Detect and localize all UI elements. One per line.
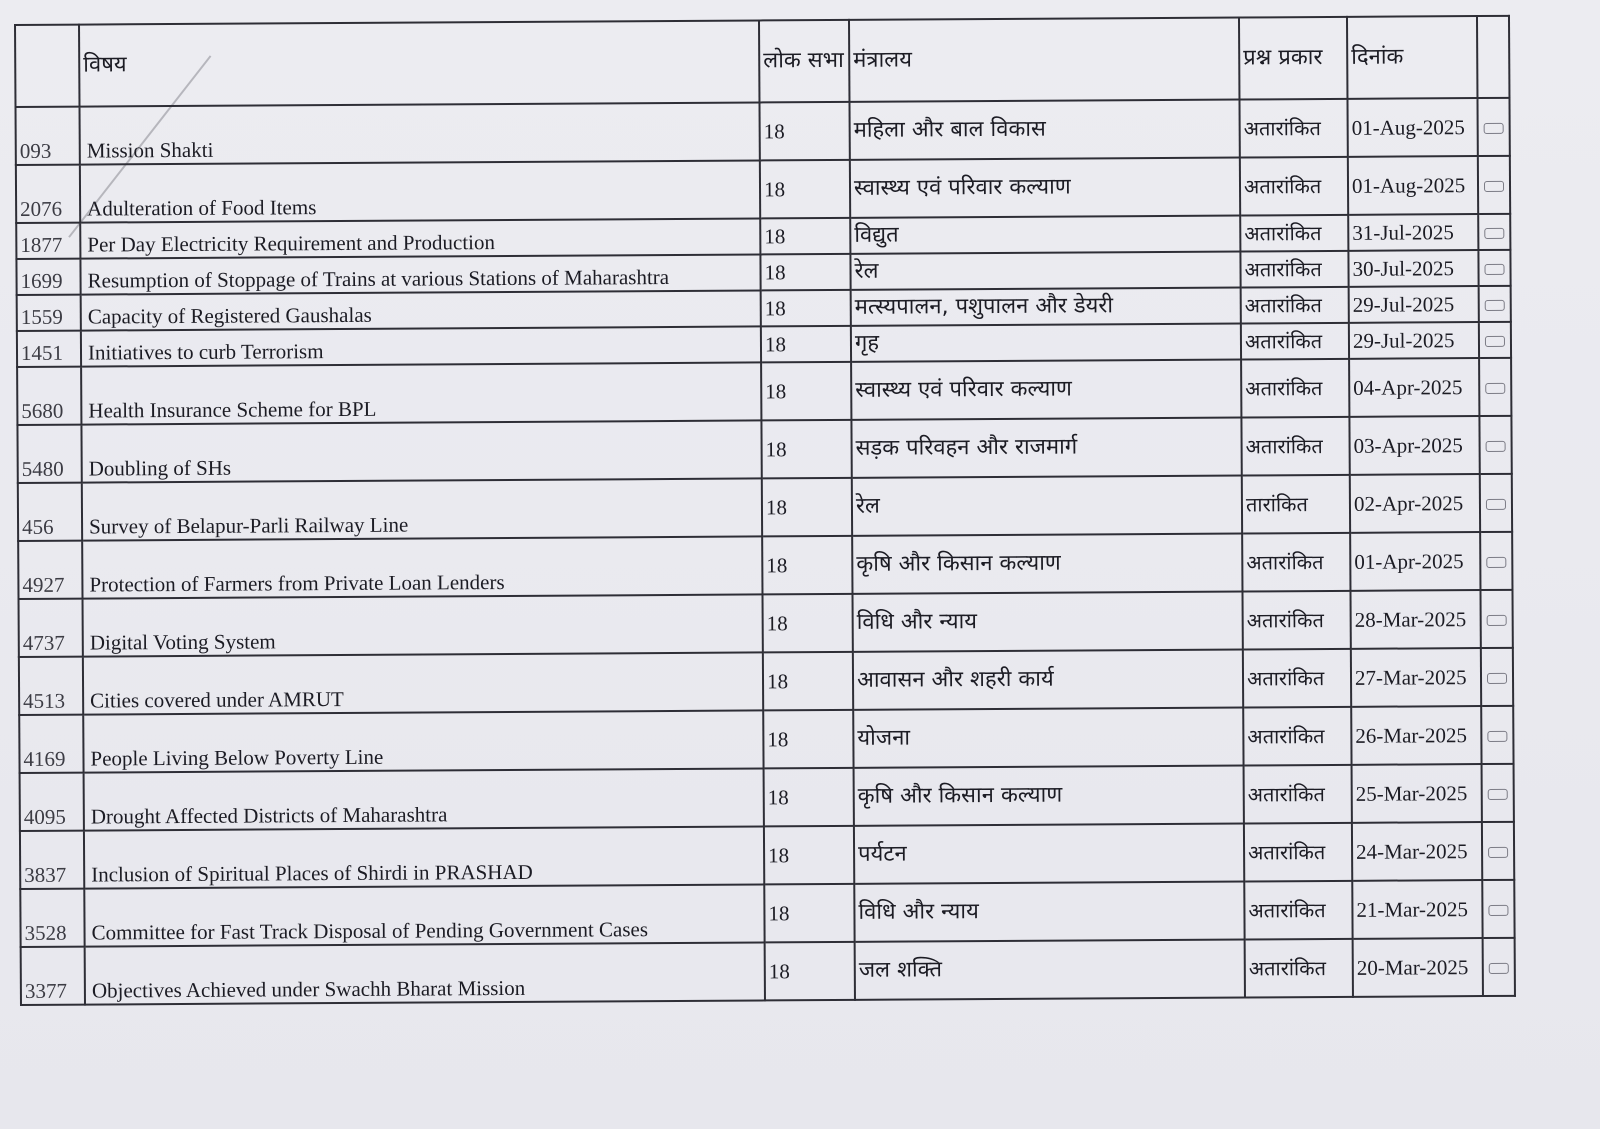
row-date: 25-Mar-2025 — [1352, 764, 1482, 823]
row-number: 4927 — [18, 541, 82, 599]
row-date: 02-Apr-2025 — [1350, 474, 1480, 533]
row-subject: Objectives Achieved under Swachh Bharat Mission — [85, 942, 765, 1004]
row-subject: Mission Shakti — [80, 102, 760, 164]
row-ministry: कृषि और किसान कल्याण — [854, 766, 1244, 826]
row-lok-sabha: 18 — [762, 594, 852, 653]
row-date: 28-Mar-2025 — [1350, 590, 1480, 649]
row-checkbox-cell[interactable] — [1479, 286, 1511, 322]
row-number: 2076 — [16, 165, 80, 223]
row-question-type: अतारांकित — [1243, 649, 1351, 708]
row-date: 04-Apr-2025 — [1349, 358, 1479, 417]
row-question-type: अतारांकित — [1244, 881, 1352, 940]
header-subject: विषय — [79, 20, 759, 106]
checkbox-icon[interactable] — [1489, 963, 1509, 974]
row-ministry: सड़क परिवहन और राजमार्ग — [851, 418, 1241, 478]
row-checkbox-cell[interactable] — [1479, 358, 1511, 416]
row-subject: Survey of Belapur-Parli Railway Line — [82, 478, 762, 540]
checkbox-icon[interactable] — [1487, 615, 1507, 626]
table-row — [19, 648, 1513, 715]
row-lok-sabha: 18 — [764, 768, 854, 827]
row-date: 24-Mar-2025 — [1352, 822, 1482, 881]
row-subject: Per Day Electricity Requirement and Production — [80, 218, 760, 258]
checkbox-icon[interactable] — [1487, 731, 1507, 742]
row-number: 4737 — [19, 599, 83, 657]
table-row — [16, 98, 1510, 165]
row-date: 29-Jul-2025 — [1349, 322, 1479, 359]
table-row — [17, 358, 1511, 425]
row-date: 20-Mar-2025 — [1353, 938, 1483, 997]
row-number: 456 — [18, 483, 82, 541]
row-lok-sabha: 18 — [761, 420, 851, 479]
row-ministry: रेल — [850, 252, 1240, 290]
row-question-type: अतारांकित — [1243, 707, 1351, 766]
table-row — [20, 880, 1514, 947]
row-ministry: रेल — [852, 476, 1242, 536]
row-checkbox-cell[interactable] — [1481, 706, 1513, 764]
row-date: 30-Jul-2025 — [1348, 250, 1478, 287]
row-lok-sabha: 18 — [759, 102, 849, 161]
checkbox-icon[interactable] — [1484, 264, 1504, 275]
row-question-type: अतारांकित — [1240, 215, 1348, 252]
table-header-row — [15, 16, 1509, 107]
row-date: 26-Mar-2025 — [1351, 706, 1481, 765]
row-subject: Inclusion of Spiritual Places of Shirdi in PRASHAD — [84, 826, 764, 888]
table-row — [19, 706, 1513, 773]
checkbox-icon[interactable] — [1486, 557, 1506, 568]
row-question-type: अतारांकित — [1244, 765, 1352, 824]
checkbox-icon[interactable] — [1485, 336, 1505, 347]
row-subject: Doubling of SHs — [81, 420, 761, 482]
row-number: 4095 — [20, 773, 84, 831]
table-row — [16, 156, 1510, 223]
row-number: 4513 — [19, 657, 83, 715]
table-row — [18, 474, 1512, 541]
row-question-type: अतारांकित — [1241, 323, 1349, 360]
row-ministry: पर्यटन — [854, 824, 1244, 884]
row-checkbox-cell[interactable] — [1483, 938, 1515, 996]
row-date: 21-Mar-2025 — [1352, 880, 1482, 939]
row-ministry: जल शक्ति — [855, 939, 1245, 999]
table-row — [21, 938, 1515, 1005]
row-checkbox-cell[interactable] — [1477, 98, 1509, 156]
row-checkbox-cell[interactable] — [1482, 764, 1514, 822]
row-ministry: कृषि और किसान कल्याण — [852, 534, 1242, 594]
row-ministry: स्वास्थ्य एवं परिवार कल्याण — [850, 158, 1240, 218]
checkbox-icon[interactable] — [1488, 789, 1508, 800]
row-number: 1877 — [16, 223, 80, 259]
row-number: 1559 — [17, 295, 81, 331]
row-ministry: योजना — [853, 708, 1243, 768]
row-lok-sabha: 18 — [763, 710, 853, 769]
row-number: 5680 — [17, 367, 81, 425]
row-checkbox-cell[interactable] — [1480, 590, 1512, 648]
row-lok-sabha: 18 — [764, 826, 854, 885]
checkbox-icon[interactable] — [1486, 441, 1506, 452]
row-ministry: महिला और बाल विकास — [849, 100, 1239, 160]
row-ministry: आवासन और शहरी कार्य — [853, 650, 1243, 710]
row-question-type: अतारांकित — [1240, 251, 1348, 288]
row-question-type: अतारांकित — [1242, 533, 1350, 592]
row-lok-sabha: 18 — [765, 942, 855, 1001]
row-subject: Health Insurance Scheme for BPL — [81, 362, 761, 424]
row-lok-sabha: 18 — [762, 478, 852, 537]
checkbox-icon[interactable] — [1485, 383, 1505, 394]
row-subject: Committee for Fast Track Disposal of Pending Government Cases — [84, 884, 764, 946]
row-lok-sabha: 18 — [761, 290, 851, 327]
row-checkbox-cell[interactable] — [1478, 214, 1510, 250]
checkbox-icon[interactable] — [1488, 905, 1508, 916]
row-subject: Drought Affected Districts of Maharashtra — [84, 768, 764, 830]
row-number: 1451 — [17, 331, 81, 367]
row-lok-sabha: 18 — [762, 536, 852, 595]
row-date: 01-Apr-2025 — [1350, 532, 1480, 591]
row-subject: Cities covered under AMRUT — [83, 652, 763, 714]
checkbox-icon[interactable] — [1486, 499, 1506, 510]
row-checkbox-cell[interactable] — [1480, 532, 1512, 590]
row-lok-sabha: 18 — [760, 160, 850, 219]
row-date: 03-Apr-2025 — [1349, 416, 1479, 475]
table-row — [18, 532, 1512, 599]
row-lok-sabha: 18 — [761, 326, 851, 363]
header-ministry: मंत्रालय — [849, 18, 1239, 102]
checkbox-icon[interactable] — [1484, 228, 1504, 239]
table-row — [20, 764, 1514, 831]
row-subject: Resumption of Stoppage of Trains at various Stations of Maharashtra — [80, 254, 760, 294]
row-question-type: अतारांकित — [1239, 99, 1347, 158]
row-checkbox-cell[interactable] — [1482, 880, 1514, 938]
row-subject: Protection of Farmers from Private Loan Lenders — [82, 536, 762, 598]
row-subject: Initiatives to curb Terrorism — [81, 326, 761, 366]
checkbox-icon[interactable] — [1488, 847, 1508, 858]
row-lok-sabha: 18 — [763, 652, 853, 711]
row-date: 27-Mar-2025 — [1351, 648, 1481, 707]
row-lok-sabha: 18 — [760, 254, 850, 291]
header-question-type: प्रश्न प्रकार — [1239, 17, 1347, 100]
questions-table — [14, 15, 1516, 1006]
row-date: 29-Jul-2025 — [1349, 286, 1479, 323]
row-number: 093 — [16, 107, 80, 165]
checkbox-icon[interactable] — [1484, 181, 1504, 192]
row-date: 31-Jul-2025 — [1348, 214, 1478, 251]
table-row — [17, 416, 1511, 483]
table-row — [19, 590, 1513, 657]
row-subject: People Living Below Poverty Line — [83, 710, 763, 772]
row-number: 3377 — [21, 947, 85, 1005]
checkbox-icon[interactable] — [1484, 123, 1504, 134]
row-question-type: अतारांकित — [1241, 359, 1349, 418]
checkbox-icon[interactable] — [1485, 300, 1505, 311]
row-number: 3528 — [20, 889, 84, 947]
row-question-type: अतारांकित — [1240, 157, 1348, 216]
row-lok-sabha: 18 — [760, 218, 850, 255]
header-date: दिनांक — [1347, 16, 1477, 99]
row-subject: Capacity of Registered Gaushalas — [81, 290, 761, 330]
row-ministry: गृह — [851, 324, 1241, 362]
row-number: 5480 — [17, 425, 81, 483]
row-checkbox-cell[interactable] — [1480, 474, 1512, 532]
row-checkbox-cell[interactable] — [1478, 250, 1510, 286]
header-number — [15, 25, 79, 107]
row-date: 01-Aug-2025 — [1347, 98, 1477, 157]
row-question-type: तारांकित — [1242, 475, 1350, 534]
row-question-type: अतारांकित — [1241, 417, 1349, 476]
checkbox-icon[interactable] — [1487, 673, 1507, 684]
row-question-type: अतारांकित — [1244, 823, 1352, 882]
row-subject: Digital Voting System — [83, 594, 763, 656]
row-date: 01-Aug-2025 — [1348, 156, 1478, 215]
row-number: 3837 — [20, 831, 84, 889]
row-checkbox-cell[interactable] — [1479, 416, 1511, 474]
row-ministry: विधि और न्याय — [852, 592, 1242, 652]
row-checkbox-cell[interactable] — [1478, 156, 1510, 214]
row-ministry: विधि और न्याय — [854, 882, 1244, 942]
row-number: 4169 — [19, 715, 83, 773]
row-ministry: स्वास्थ्य एवं परिवार कल्याण — [851, 360, 1241, 420]
row-checkbox-cell[interactable] — [1482, 822, 1514, 880]
row-lok-sabha: 18 — [761, 362, 851, 421]
row-checkbox-cell[interactable] — [1479, 322, 1511, 358]
row-number: 1699 — [16, 259, 80, 295]
row-lok-sabha: 18 — [764, 884, 854, 943]
row-question-type: अतारांकित — [1245, 939, 1353, 998]
row-ministry: मत्स्यपालन, पशुपालन और डेयरी — [851, 288, 1241, 326]
table-row — [20, 822, 1514, 889]
row-question-type: अतारांकित — [1241, 287, 1349, 324]
header-checkbox — [1477, 16, 1510, 98]
header-lok-sabha: लोक सभा — [759, 20, 849, 103]
row-subject: Adulteration of Food Items — [80, 160, 760, 222]
row-checkbox-cell[interactable] — [1481, 648, 1513, 706]
row-ministry: विद्युत — [850, 216, 1240, 254]
row-question-type: अतारांकित — [1242, 591, 1350, 650]
